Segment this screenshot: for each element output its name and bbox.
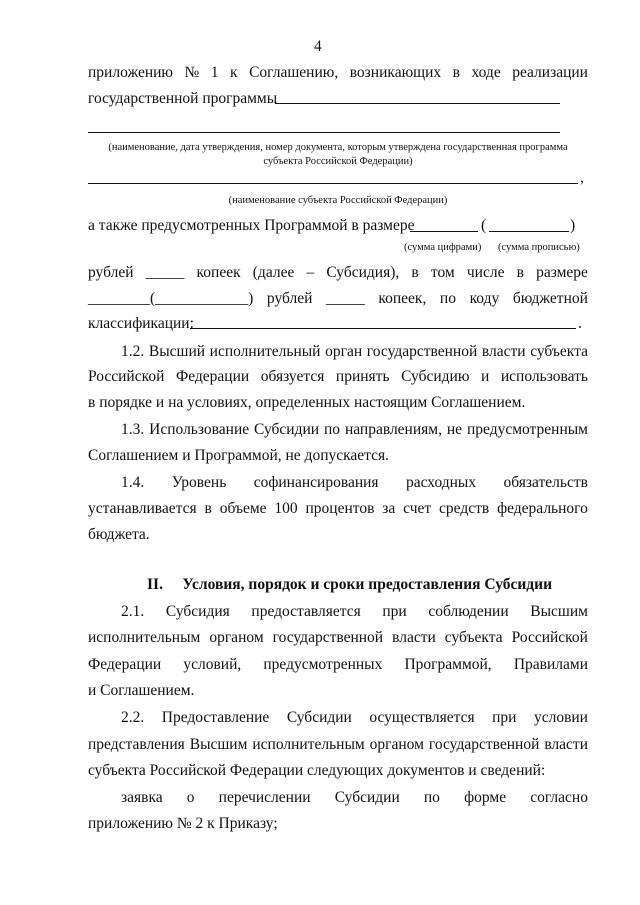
para-2-2-line-3: субъекта Российской Федерации следующих документов и сведений: bbox=[88, 762, 546, 779]
caption-subject: (наименование субъекта Российской Федерации) bbox=[228, 195, 448, 206]
word: Программой, bbox=[404, 656, 492, 673]
word: реализации bbox=[512, 64, 588, 81]
para-1-3-line-2: Соглашением и Программой, не допускается. bbox=[88, 447, 390, 464]
word: – bbox=[306, 264, 315, 281]
word: 100 bbox=[274, 500, 298, 517]
word: перечислении bbox=[218, 789, 311, 806]
word: № bbox=[184, 64, 200, 81]
word: принять bbox=[335, 368, 390, 385]
word: Субсидии bbox=[286, 709, 352, 726]
para-2-1-line-4: и Соглашением. bbox=[88, 682, 195, 699]
word: заявка bbox=[121, 789, 163, 806]
word: по bbox=[423, 789, 440, 806]
word: расходных bbox=[405, 474, 477, 491]
word: о bbox=[186, 789, 195, 806]
word: согласно bbox=[530, 789, 588, 806]
para-1-2-line-2 bbox=[88, 367, 588, 387]
word: при bbox=[492, 709, 517, 726]
word: субъекта bbox=[530, 343, 588, 360]
word: исполнительным bbox=[88, 629, 201, 646]
para-2-2-line-2 bbox=[88, 735, 588, 755]
word: в bbox=[204, 500, 212, 517]
word: власти bbox=[481, 343, 526, 360]
word: бюджетной bbox=[512, 290, 588, 307]
para-1-4-line-1 bbox=[121, 473, 588, 493]
word: в bbox=[452, 64, 460, 81]
word: представления bbox=[88, 736, 185, 753]
word: использовать bbox=[500, 368, 588, 385]
word: 1.4. bbox=[121, 474, 145, 491]
word: средств bbox=[439, 500, 490, 517]
list-item-application-line-2: приложению № 2 к Приказу; bbox=[88, 815, 278, 832]
caption-program-b: субъекта Российской Федерации) bbox=[263, 156, 413, 167]
caption-words: (сумма прописью) bbox=[498, 242, 580, 253]
word: размере bbox=[536, 264, 588, 281]
word: исполнительным bbox=[252, 736, 365, 753]
amount-words-blank[interactable] bbox=[489, 231, 569, 232]
word: Субсидия), bbox=[326, 264, 400, 281]
classification-blank[interactable] bbox=[190, 328, 576, 329]
word: Субсидия bbox=[165, 603, 230, 620]
word: власти bbox=[544, 736, 588, 753]
word: Правилами bbox=[513, 656, 588, 673]
word: Субсидию bbox=[401, 368, 470, 385]
word: государственной bbox=[366, 343, 478, 360]
para-1-line-4 bbox=[88, 263, 588, 283]
page-number: 4 bbox=[314, 38, 322, 55]
word: копеек, bbox=[378, 290, 427, 307]
word: к bbox=[230, 64, 238, 81]
word: за bbox=[382, 500, 396, 517]
para-2-1-line-2 bbox=[88, 628, 588, 648]
word: Высшим bbox=[189, 736, 248, 753]
word: условии bbox=[533, 709, 588, 726]
period: . bbox=[578, 315, 582, 332]
word: обязуется bbox=[260, 368, 325, 385]
word: Субсидии bbox=[254, 421, 320, 438]
program-blank[interactable] bbox=[275, 103, 560, 104]
comma: , bbox=[580, 169, 584, 186]
word: рублей bbox=[266, 290, 313, 307]
word: исполнительный bbox=[209, 343, 321, 360]
word: орган bbox=[325, 343, 363, 360]
word: Федерации bbox=[88, 656, 162, 673]
word: софинансирования bbox=[253, 474, 379, 491]
word: _____ bbox=[326, 290, 365, 307]
word: федерального bbox=[497, 500, 588, 517]
word: Предоставление bbox=[161, 709, 270, 726]
word: 1 bbox=[210, 64, 219, 81]
word: устанавливается bbox=[88, 500, 197, 517]
caption-digits: (сумма цифрами) bbox=[404, 242, 482, 253]
word: не bbox=[446, 421, 463, 438]
amount-digits-blank[interactable] bbox=[410, 231, 478, 232]
paren-open: ( bbox=[481, 217, 487, 234]
word: направлениям, bbox=[344, 421, 442, 438]
para-1-3-line-1 bbox=[121, 420, 588, 440]
word: государственной bbox=[428, 736, 540, 753]
word: Федерации bbox=[175, 368, 250, 385]
word: по bbox=[439, 290, 456, 307]
section-heading: II. Условия, порядок и сроки предоставления Субсидии bbox=[147, 576, 552, 593]
word: органом bbox=[369, 736, 424, 753]
word: (далее bbox=[252, 264, 295, 281]
para-1-line-5 bbox=[88, 289, 588, 309]
word: Субсидии bbox=[334, 789, 400, 806]
word: счет bbox=[403, 500, 432, 517]
word: по bbox=[323, 421, 341, 438]
para-2-2-line-1 bbox=[121, 708, 588, 728]
word: возникающих bbox=[349, 64, 442, 81]
word: Уровень bbox=[171, 474, 227, 491]
para-1-4-line-3: бюджета. bbox=[88, 526, 150, 543]
word: рублей bbox=[88, 264, 134, 281]
word: при bbox=[382, 603, 407, 620]
list-item-application-line-1 bbox=[121, 788, 588, 808]
word: Российской bbox=[88, 368, 165, 385]
word: предусмотренных bbox=[263, 656, 383, 673]
word: том bbox=[430, 264, 455, 281]
para-1-2-line-3: в порядке и на условиях, определенных настоящим Соглашением. bbox=[88, 394, 526, 411]
word: Российской bbox=[511, 629, 588, 646]
word: 1.2. bbox=[121, 343, 145, 360]
word: Высшим bbox=[530, 603, 588, 620]
para-1-4-line-2 bbox=[88, 499, 588, 519]
word: власти bbox=[392, 629, 436, 646]
paren-close: ) bbox=[570, 217, 576, 234]
word: Соглашению, bbox=[249, 64, 339, 81]
word: процентов bbox=[305, 500, 375, 517]
subject-name-blank[interactable] bbox=[88, 183, 578, 184]
word: копеек bbox=[196, 264, 241, 281]
word: в bbox=[411, 264, 419, 281]
word: 1.3. bbox=[121, 421, 145, 438]
word: ________(____________) bbox=[88, 290, 254, 307]
word: в bbox=[516, 264, 524, 281]
word: ходе bbox=[471, 64, 501, 81]
word: форме bbox=[464, 789, 507, 806]
word: Высший bbox=[148, 343, 206, 360]
para-2-1-line-3 bbox=[88, 655, 588, 675]
word: обязательств bbox=[503, 474, 588, 491]
word: приложению bbox=[88, 64, 173, 81]
word: предусмотренным bbox=[466, 421, 588, 438]
word: предоставляется bbox=[251, 603, 361, 620]
word: коду bbox=[469, 290, 500, 307]
word: условий, bbox=[183, 656, 242, 673]
word: 2.1. bbox=[121, 603, 145, 620]
word: государственной bbox=[272, 629, 384, 646]
para-1-line-1 bbox=[88, 63, 588, 83]
program-name-blank[interactable] bbox=[88, 132, 560, 133]
caption-program-a: (наименование, дата утверждения, номер документа, которым утверждена государственная программа bbox=[108, 142, 568, 153]
word: 2.2. bbox=[121, 709, 145, 726]
word: _____ bbox=[145, 264, 185, 281]
word: числе bbox=[466, 264, 505, 281]
para-1-2-line-1 bbox=[121, 342, 588, 362]
classification-label: классификации: bbox=[88, 315, 194, 332]
word: соблюдении bbox=[428, 603, 509, 620]
word: объеме bbox=[219, 500, 267, 517]
amount-label: а также предусмотренных Программой в размере bbox=[88, 217, 415, 234]
para-2-1-line-1 bbox=[121, 602, 588, 622]
word: субъекта bbox=[444, 629, 503, 646]
word: и bbox=[481, 368, 490, 385]
word: Использование bbox=[149, 421, 250, 438]
word: органом bbox=[209, 629, 264, 646]
program-label: государственной программы bbox=[88, 90, 278, 107]
word: осуществляется bbox=[369, 709, 475, 726]
